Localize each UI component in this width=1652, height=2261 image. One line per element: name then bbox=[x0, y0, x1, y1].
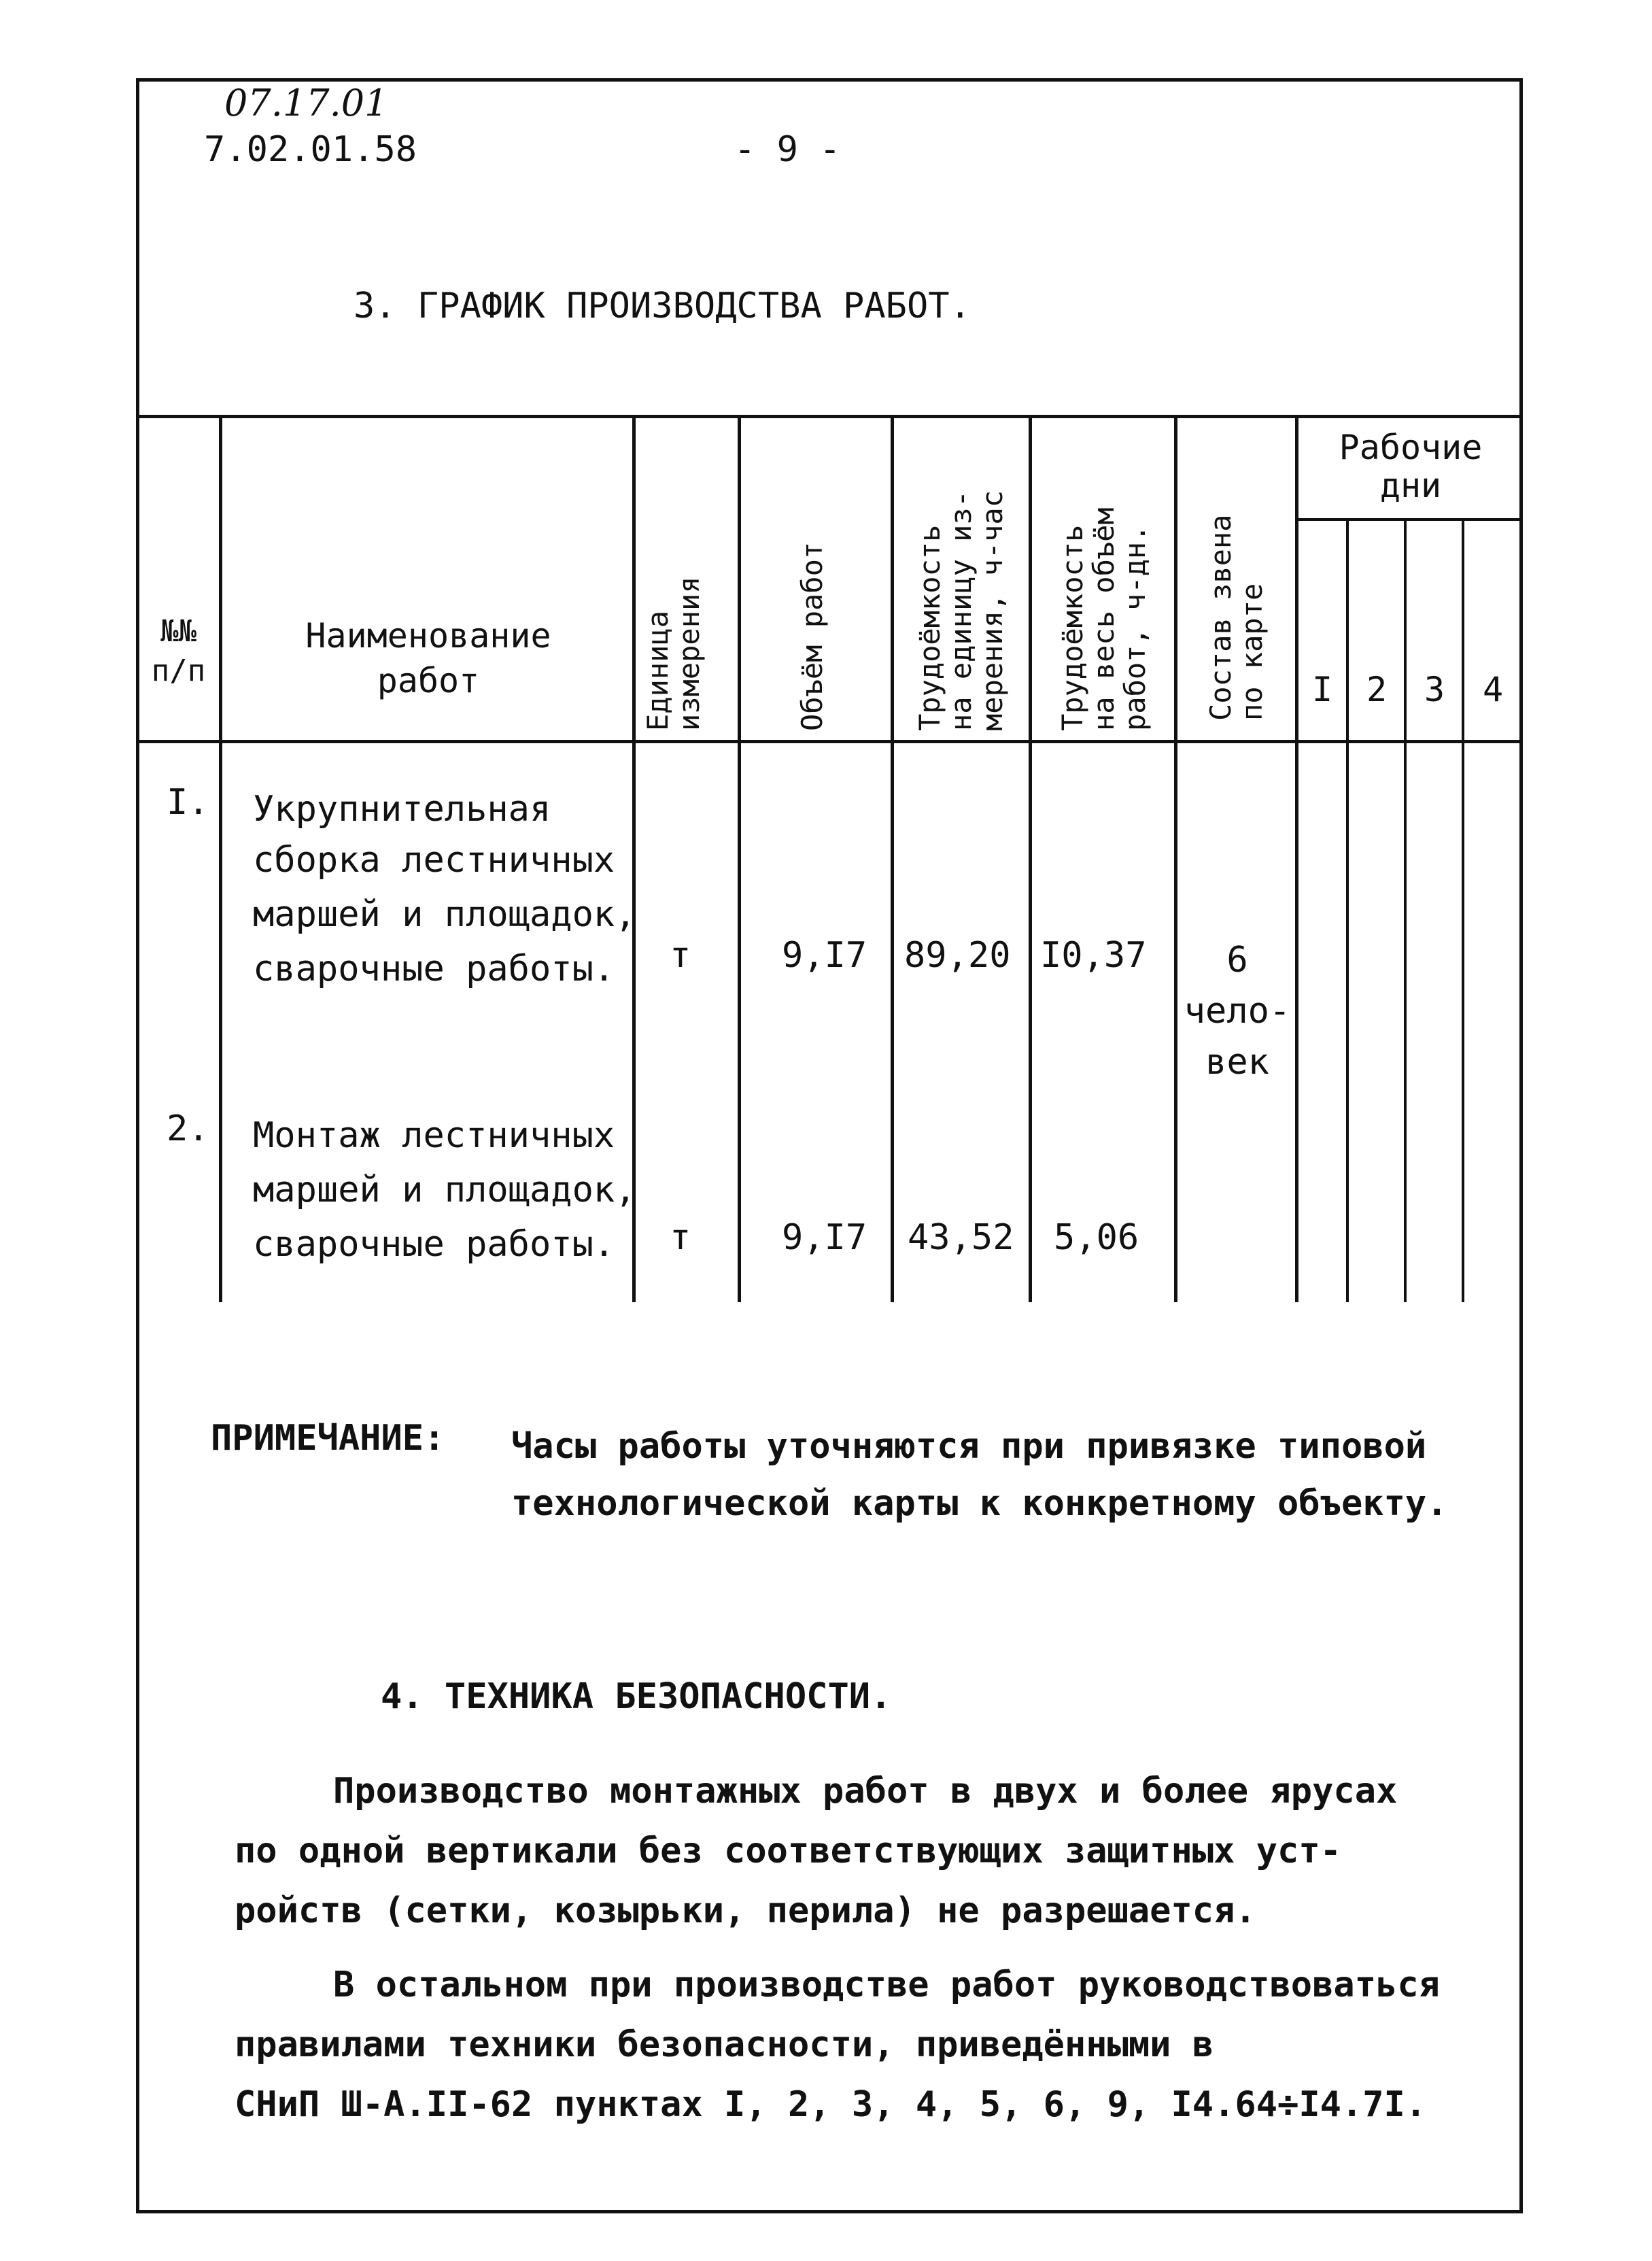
row-2-name: Монтаж лестничных маршей и площадок, сварочные работы. bbox=[253, 1115, 636, 1265]
col-divider-day-2 bbox=[1404, 518, 1407, 1302]
days-header-divider bbox=[1295, 518, 1523, 521]
table-header-bottom-border bbox=[136, 740, 1523, 743]
note-text: Часы работы уточняются при привязке типовой технологической карты к конкретному объекту. bbox=[511, 1426, 1448, 1524]
row-2-volume: 9,I7 bbox=[782, 1217, 867, 1258]
col-divider-labor-unit bbox=[1029, 415, 1032, 1302]
row-1-labor-unit: 89,20 bbox=[904, 935, 1011, 976]
col-divider-unit bbox=[738, 415, 741, 1302]
header-day-4: 4 bbox=[1482, 670, 1504, 709]
col-divider-day-1 bbox=[1346, 518, 1349, 1302]
note-label: ПРИМЕЧАНИЕ: bbox=[211, 1418, 445, 1459]
header-crew: Состав звена по карте bbox=[1204, 514, 1269, 721]
col-divider-day-3 bbox=[1462, 518, 1464, 1302]
row-1-unit: т bbox=[670, 935, 691, 976]
header-unit: Единица измерения bbox=[641, 576, 706, 731]
section-4-paragraph-1: Производство монтажных работ в двух и более ярусах по одной вертикали без соответствующих защитных уст- ройств (сетки, козырьки, перила) не разрешается. bbox=[235, 1771, 1398, 1931]
section-3-title: 3. ГРАФИК ПРОИЗВОДСТВА РАБОТ. bbox=[354, 286, 971, 326]
document-code: 7.02.01.58 bbox=[204, 129, 417, 170]
row-1-name: Укрупнительная bbox=[253, 789, 551, 830]
header-day-1: I bbox=[1311, 670, 1333, 709]
section-4-title: 4. ТЕХНИКА БЕЗОПАСНОСТИ. bbox=[381, 1676, 892, 1717]
header-labor-unit: Трудоёмкость на единицу из- мерения, ч-час bbox=[913, 490, 1009, 731]
row-2-labor-unit: 43,52 bbox=[908, 1217, 1014, 1258]
table-top-border bbox=[136, 415, 1523, 418]
header-labor-total: Трудоёмкость на весь объём работ, ч-дн. bbox=[1056, 507, 1152, 731]
col-divider-labor-total bbox=[1174, 415, 1177, 1302]
header-working-days: Рабочие дни bbox=[1339, 428, 1483, 505]
row-1-volume: 9,I7 bbox=[782, 935, 867, 976]
col-divider-num bbox=[219, 415, 222, 1302]
col-divider-volume bbox=[891, 415, 894, 1302]
handwritten-code: 07.17.01 bbox=[224, 82, 388, 124]
header-num: №№ п/п bbox=[151, 614, 206, 688]
row-2-num: 2. bbox=[167, 1108, 209, 1149]
header-day-2: 2 bbox=[1366, 670, 1388, 709]
row-2-unit: т bbox=[670, 1217, 691, 1258]
header-day-3: 3 bbox=[1424, 670, 1445, 709]
page-number: - 9 - bbox=[734, 129, 841, 170]
row-2-labor-total: 5,06 bbox=[1054, 1217, 1139, 1258]
col-divider-crew bbox=[1295, 415, 1298, 1302]
crew-value: 6 чело- век bbox=[1184, 940, 1291, 1083]
row-1-num: I. bbox=[167, 782, 209, 823]
header-name: Наименование работ bbox=[305, 616, 551, 700]
row-1-labor-total: I0,37 bbox=[1040, 935, 1147, 976]
header-volume: Объём работ bbox=[795, 541, 829, 731]
row-1-name-cont: сборка лестничных маршей и площадок, сварочные работы. bbox=[253, 840, 636, 989]
section-4-paragraph-2: В остальном при производстве работ руководствоваться правилами техники безопасности, приведёнными в СНиП Ш-А.II-62 пунктах I, 2, 3, 4, 5, 6, 9, I4.64÷I4.7I. bbox=[235, 1965, 1440, 2125]
